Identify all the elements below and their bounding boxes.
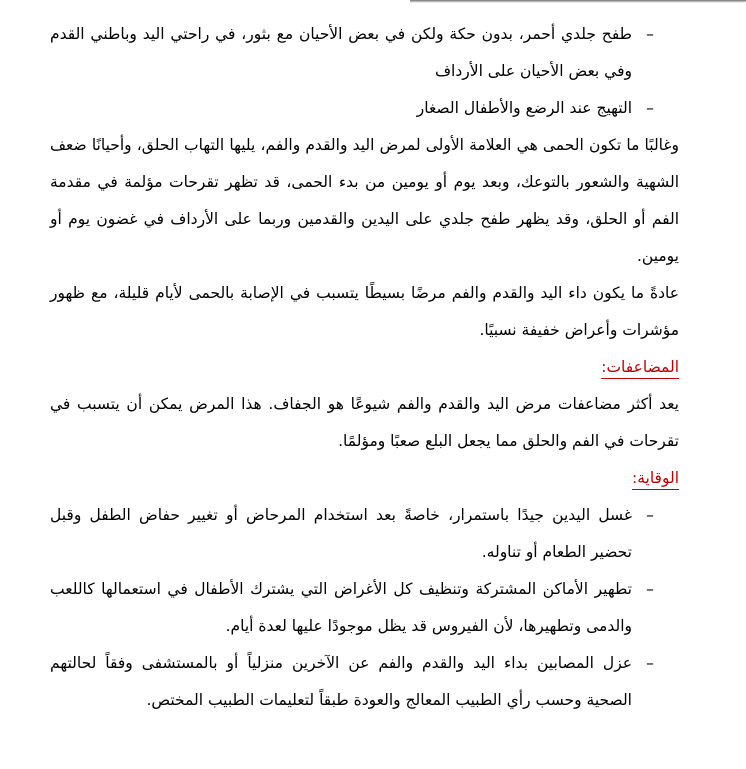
- dash-bullet-marker: –: [646, 25, 654, 43]
- prevention-bullet-isolation: [50, 645, 679, 719]
- dash-bullet-marker: –: [646, 580, 654, 598]
- bullet-text: التهيج عند الرضع والأطفال الصغار: [416, 99, 632, 117]
- prevention-bullet-handwashing: [50, 497, 679, 571]
- bullet-text: غسل اليدين جيدًا باستمرار، خاصةً بعد استخدام المرحاض أو تغيير حفاض الطفل وقبل تحضير الطعام أو تناوله.: [50, 506, 632, 561]
- dash-bullet-marker: –: [646, 506, 654, 524]
- prevention-bullet-disinfection: [50, 571, 679, 645]
- paragraph-mild-illness: عادةً ما يكون داء اليد والقدم والفم مرضًا بسيطًا يتسبب في الإصابة بالحمى لأيام قليلة، مع ظهور مؤشرات وأعراض خفيفة نسبيًا.: [50, 284, 679, 339]
- symptom-bullet-rash: [50, 16, 679, 90]
- bullet-text: تطهير الأماكن المشتركة وتنظيف كل الأغراض التي يشترك الأطفال في استعمالها كاللعب والدمى وتطهيرها، لأن الفيروس قد يظل موجودًا عليها لعدة أيام.: [50, 580, 632, 635]
- heading-complications: [50, 349, 679, 386]
- bullet-text: طفح جلدي أحمر، بدون حكة ولكن في بعض الأحيان مع بثور، في راحتي اليد وباطني القدم وفي بعض الأحيان على الأرداف: [50, 25, 632, 80]
- dash-bullet-marker: –: [646, 654, 654, 672]
- dash-bullet-marker: –: [646, 99, 654, 117]
- heading-prevention-text: الوقاية:: [631, 469, 679, 487]
- paragraph-fever-progression: وغالبًا ما تكون الحمى هي العلامة الأولى لمرض اليد والقدم والفم، يليها التهاب الحلق، وأحيانًا ضعف الشهية والشعور بالتوعك، وبعد يوم أو يومين من بدء الحمى، قد تظهر تقرحات مؤلمة في مقدمة الفم أو الحلق، وقد يظهر طفح جلدي على اليدين والقدمين وربما على الأرداف في غضون يوم أو يومين.: [50, 136, 679, 265]
- document-page: [50, 16, 679, 719]
- page-edge-shadow: [410, 0, 746, 3]
- bullet-text: عزل المصابين بداء اليد والقدم والفم عن الآخرين منزلياً أو بالمستشفى وفقاً لحالتهم الصحية وحسب رأي الطبيب المعالج والعودة طبقاً لتعليمات الطبيب المختص.: [50, 654, 632, 709]
- symptom-bullet-irritability: [50, 90, 679, 127]
- heading-prevention: [50, 460, 679, 497]
- paragraph-complications: يعد أكثر مضاعفات مرض اليد والقدم والفم شيوعًا هو الجفاف. هذا المرض يمكن أن يتسبب في تقرحات في الفم والحلق مما يجعل البلع صعبًا ومؤلمًا.: [50, 395, 679, 450]
- heading-complications-text: المضاعفات:: [601, 358, 679, 376]
